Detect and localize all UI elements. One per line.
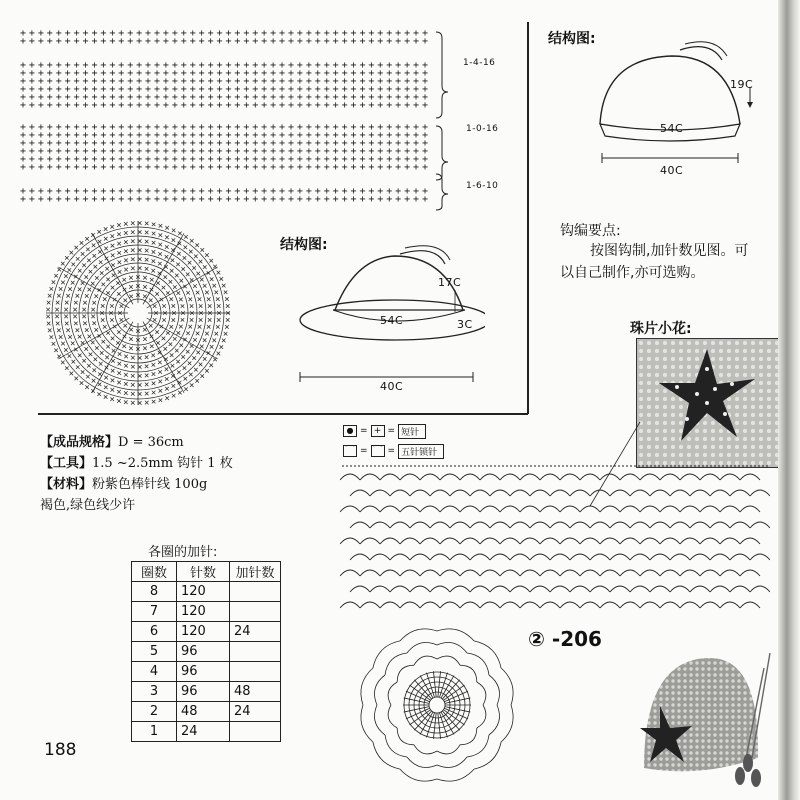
flower-heading: 珠片小花:	[630, 321, 692, 337]
table-row: 7 120	[132, 602, 281, 622]
table-header: 针数	[177, 562, 230, 582]
side-height-label: 19C	[730, 78, 754, 91]
legend-label: 五针锁针	[398, 444, 444, 459]
table-row: 6 120 24	[132, 622, 281, 642]
svg-text:++++++++++++++++++++++++++++++: ++++++++++++++++++++++++++++++++++++++++++++++	[20, 28, 429, 39]
stitch-rows-chart	[18, 28, 498, 218]
table-row: 5 96	[132, 642, 281, 662]
notes-line: 按图钩制,加针数见图。可	[590, 243, 749, 259]
book-spine-edge	[778, 0, 800, 800]
finished-hat-photo	[640, 648, 780, 798]
doily-chart	[355, 615, 520, 795]
lace-pattern-chart	[340, 462, 770, 622]
notes-line: 以自己制作,亦可选购。	[560, 265, 705, 281]
svg-text:++++++++++++++++++++++++++++++: ++++++++++++++++++++++++++++++++++++++++++++++	[20, 138, 429, 149]
svg-text:++++++++++++++++++++++++++++++: ++++++++++++++++++++++++++++++++++++++++++++++	[20, 36, 429, 47]
spec-size: 【成品规格】D = 36cm	[40, 435, 184, 450]
structure-heading: 结构图:	[548, 31, 596, 47]
legend-label: 短针	[398, 424, 426, 439]
frame-divider-vertical	[527, 22, 529, 414]
svg-text:++++++++++++++++++++++++++++++: ++++++++++++++++++++++++++++++++++++++++++++++	[20, 92, 429, 103]
page-number: 188	[44, 740, 77, 760]
structure-heading: 结构图:	[280, 237, 328, 253]
specs-block	[40, 432, 233, 516]
svg-text:++++++++++++++++++++++++++++++: ++++++++++++++++++++++++++++++++++++++++++++++	[20, 122, 429, 133]
hat-structure-diagram	[590, 38, 760, 183]
increase-table	[131, 561, 281, 742]
width-label: 40C	[660, 164, 684, 177]
table-row: 3 96 48	[132, 682, 281, 702]
svg-text:++++++++++++++++++++++++++++++: ++++++++++++++++++++++++++++++++++++++++++++++	[20, 162, 429, 173]
svg-text:++++++++++++++++++++++++++++++: ++++++++++++++++++++++++++++++++++++++++++++++	[20, 76, 429, 87]
table-header: 圈数	[132, 562, 177, 582]
svg-text:++++++++++++++++++++++++++++++: ++++++++++++++++++++++++++++++++++++++++++++++	[20, 68, 429, 79]
pattern-id: ② -206	[528, 627, 602, 651]
table-row: 2 48 24	[132, 702, 281, 722]
spec-material-extra: 褐色,绿色线少许	[40, 498, 136, 513]
svg-text:++++++++++++++++++++++++++++++: ++++++++++++++++++++++++++++++++++++++++++++++	[20, 60, 429, 71]
svg-text:++++++++++++++++++++++++++++++: ++++++++++++++++++++++++++++++++++++++++++++++	[20, 194, 429, 205]
increase-table-caption: 各圈的加针:	[148, 545, 218, 560]
width-label: 40C	[380, 380, 404, 393]
table-header: 加针数	[230, 562, 281, 582]
row-group-label: 1-0-16	[466, 124, 499, 134]
spec-tools: 【工具】1.5 ~2.5mm 钩针 1 枚	[40, 456, 233, 471]
table-row: 4 96	[132, 662, 281, 682]
row-group-label: 1-6-10	[466, 181, 499, 191]
crown-circle-chart	[38, 218, 238, 408]
svg-text:++++++++++++++++++++++++++++++: ++++++++++++++++++++++++++++++++++++++++++++++	[20, 84, 429, 95]
brim-label: 3C	[457, 318, 473, 331]
frame-divider-horizontal	[38, 413, 528, 415]
side-height-label: 17C	[438, 276, 462, 289]
table-row: 8 120	[132, 582, 281, 602]
table-row: 1 24	[132, 722, 281, 742]
row-group-label: 1-4-16	[463, 58, 496, 68]
svg-text:++++++++++++++++++++++++++++++: ++++++++++++++++++++++++++++++++++++++++++++++	[20, 154, 429, 165]
notes-heading: 钩编要点:	[560, 223, 621, 239]
svg-text:++++++++++++++++++++++++++++++: ++++++++++++++++++++++++++++++++++++++++++++++	[20, 146, 429, 157]
circumference-label: 54C	[380, 314, 404, 327]
circumference-label: 54C	[660, 122, 684, 135]
svg-text:++++++++++++++++++++++++++++++: ++++++++++++++++++++++++++++++++++++++++++++++	[20, 130, 429, 141]
spec-material: 【材料】粉紫色棒针线 100g	[40, 477, 208, 492]
legend: ● = + = 短针 ⌒ = ⌒ = 五针锁针	[343, 424, 444, 458]
svg-text:++++++++++++++++++++++++++++++: ++++++++++++++++++++++++++++++++++++++++++++++	[20, 186, 429, 197]
svg-text:++++++++++++++++++++++++++++++: ++++++++++++++++++++++++++++++++++++++++++++++	[20, 100, 429, 111]
